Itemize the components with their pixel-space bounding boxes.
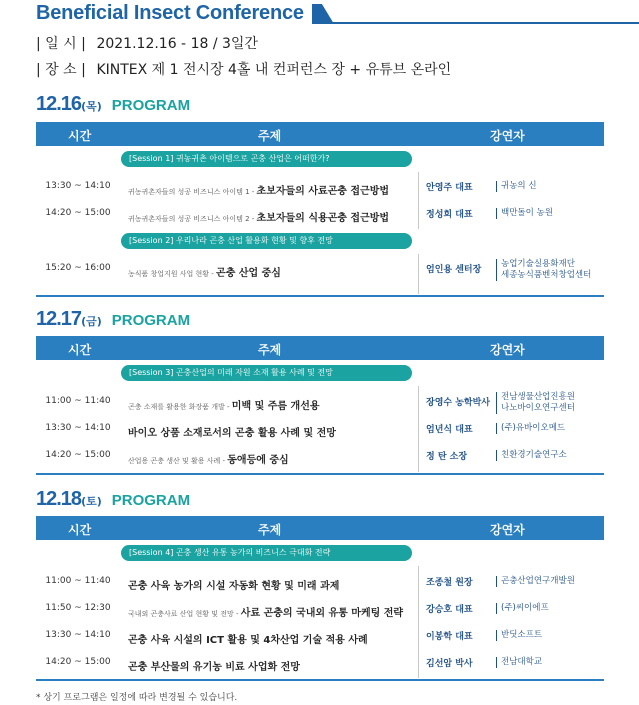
- row-topic: [128, 261, 281, 280]
- divider: [418, 172, 419, 229]
- row-time: 13:30 ~ 14:10: [45, 181, 111, 191]
- topic-main: 미백 및 주름 개선용: [231, 401, 320, 412]
- row-time: 14:20 ~ 15:00: [45, 208, 111, 218]
- date-label: | 일 시 |: [36, 36, 86, 52]
- col-topic: 주제: [258, 523, 282, 537]
- row-speaker: 조종철 원장: [426, 578, 473, 588]
- row-org: 친환경기술연구소: [496, 450, 567, 461]
- row-time: 14:20 ~ 15:00: [45, 657, 111, 667]
- row-speaker: 장영수 농학박사: [426, 398, 490, 408]
- topic-prefix: 국내외 곤충사료 산업 현황 및 전망 -: [128, 610, 241, 618]
- row-speaker: 엄인용 센터장: [426, 265, 482, 275]
- row-topic: [128, 574, 339, 593]
- session-3-pill: [Session 3] 곤충산업의 미래 자원 소재 활용 사례 및 전망: [121, 365, 412, 381]
- table-header-day2: [36, 336, 604, 360]
- col-time: 시간: [68, 343, 92, 357]
- row-time: 11:00 ~ 11:40: [45, 396, 111, 406]
- conference-title: Beneficial Insect Conference: [36, 2, 304, 24]
- day-of-week: (토): [81, 495, 102, 508]
- row-speaker: 김선암 박사: [426, 659, 473, 669]
- row-org: 반딧소프트: [496, 630, 542, 641]
- row-speaker: 안영주 대표: [426, 183, 473, 193]
- table-header-day1: [36, 122, 604, 146]
- row-time: 14:20 ~ 15:00: [45, 450, 111, 460]
- topic-main: 곤충 사육 시설의 ICT 활용 및 4차산업 기술 적용 사례: [128, 635, 368, 646]
- topic-main: 바이오 상품 소재로서의 곤충 활용 사례 및 전망: [128, 428, 336, 439]
- org-line-2: 나노바이오연구센터: [501, 403, 575, 413]
- header-bar: [0, 0, 639, 30]
- row-topic: [128, 421, 336, 440]
- date-value: 2021.12.16 - 18 / 3일간: [96, 36, 258, 52]
- row-topic: [128, 206, 389, 225]
- day-of-week: (금): [81, 315, 102, 328]
- row-org: [496, 259, 591, 281]
- col-speaker: 강연자: [490, 523, 525, 537]
- place-line: [36, 59, 451, 79]
- topic-main: 동애등에 중심: [227, 455, 289, 466]
- row-org: (주)씨이에프: [496, 603, 549, 614]
- topic-prefix: 귀농귀촌자들의 성공 비즈니스 아이템 1 -: [128, 188, 257, 196]
- row-speaker: 정성희 대표: [426, 210, 473, 220]
- day-date: 12.17: [36, 308, 82, 330]
- title-tab-shape: [312, 4, 334, 24]
- org-line-1: 전남생물산업진흥원: [501, 392, 575, 402]
- org-line-1: 농업기술실용화재단: [501, 259, 575, 269]
- row-speaker: 강승호 대표: [426, 605, 473, 615]
- topic-prefix: 산업용 곤충 생산 및 활용 사례 -: [128, 457, 228, 465]
- col-topic: 주제: [258, 343, 282, 357]
- topic-prefix: 귀농귀촌자들의 성공 비즈니스 아이템 2 -: [128, 215, 257, 223]
- day-of-week: (목): [81, 100, 102, 113]
- topic-main: 곤충 부산물의 유기농 비료 사업화 전망: [128, 662, 300, 673]
- program-label: PROGRAM: [111, 312, 191, 329]
- session-2-pill: [Session 2] 우리나라 곤충 산업 활용화 현황 및 향후 전망: [121, 233, 412, 249]
- row-org: 귀농의 신: [496, 181, 537, 192]
- row-org: 전남대학교: [496, 657, 542, 668]
- title-rule: [318, 22, 639, 24]
- row-org: (주)유바이오메드: [496, 423, 565, 434]
- row-time: 13:30 ~ 14:10: [45, 423, 111, 433]
- col-time: 시간: [68, 523, 92, 537]
- row-time: 11:00 ~ 11:40: [45, 576, 111, 586]
- topic-main: 초보자들의 식용곤충 접근방법: [256, 213, 390, 224]
- day-heading-1216: [36, 93, 190, 116]
- row-org: 백만돌이 농원: [496, 208, 553, 219]
- col-speaker: 강연자: [490, 129, 525, 143]
- row-speaker: 이봉학 대표: [426, 632, 473, 642]
- row-topic: [128, 394, 320, 413]
- date-line: [36, 33, 258, 53]
- topic-main: 사료 곤충의 국내외 유통 마케팅 전략: [240, 608, 404, 619]
- day-heading-1217: [36, 308, 190, 331]
- col-topic: 주제: [258, 129, 282, 143]
- footnote: * 상기 프로그램은 일정에 따라 변경될 수 있습니다.: [36, 693, 238, 703]
- topic-main: 초보자들의 사료곤충 접근방법: [256, 186, 390, 197]
- program-label: PROGRAM: [111, 492, 191, 509]
- day-date: 12.16: [36, 93, 82, 115]
- row-topic: [128, 628, 368, 647]
- topic-prefix: 농식품 창업지원 사업 현황 -: [128, 270, 217, 278]
- row-time: 11:50 ~ 12:30: [45, 603, 111, 613]
- divider: [418, 566, 419, 678]
- day-date: 12.18: [36, 488, 82, 510]
- row-topic: [128, 179, 389, 198]
- day-heading-1218: [36, 488, 190, 511]
- session-4-pill: [Session 4] 곤충 생산 유통 농가의 비즈니스 극대화 전략: [121, 545, 412, 561]
- topic-main: 곤충 사육 농가의 시설 자동화 현황 및 미래 과제: [128, 581, 340, 592]
- topic-prefix: 곤충 소재를 활용한 화장품 개발 -: [128, 403, 232, 411]
- row-speaker: 정 탄 소장: [426, 452, 468, 462]
- table-header-day3: [36, 516, 604, 540]
- row-org: [496, 392, 575, 414]
- divider: [418, 386, 419, 472]
- row-org: 곤충산업연구개발원: [496, 576, 575, 587]
- row-topic: [128, 655, 300, 674]
- session-1-pill: [Session 1] 귀농귀촌 아이템으로 곤충 산업은 어떠한가?: [121, 151, 412, 167]
- row-topic: [128, 601, 403, 620]
- row-speaker: 엄년식 대표: [426, 425, 473, 435]
- row-topic: [128, 448, 289, 467]
- place-label: | 장 소 |: [36, 62, 86, 78]
- program-label: PROGRAM: [111, 97, 191, 114]
- row-time: 13:30 ~ 14:10: [45, 630, 111, 640]
- place-value: KINTEX 제 1 전시장 4홀 내 컨퍼런스 장 + 유튜브 온라인: [96, 62, 452, 78]
- org-line-2: 세종농식품벤처창업센터: [501, 270, 592, 280]
- divider: [418, 254, 419, 294]
- col-time: 시간: [68, 129, 92, 143]
- col-speaker: 강연자: [490, 343, 525, 357]
- row-time: 15:20 ~ 16:00: [45, 263, 111, 273]
- topic-main: 곤충 산업 중심: [216, 268, 281, 279]
